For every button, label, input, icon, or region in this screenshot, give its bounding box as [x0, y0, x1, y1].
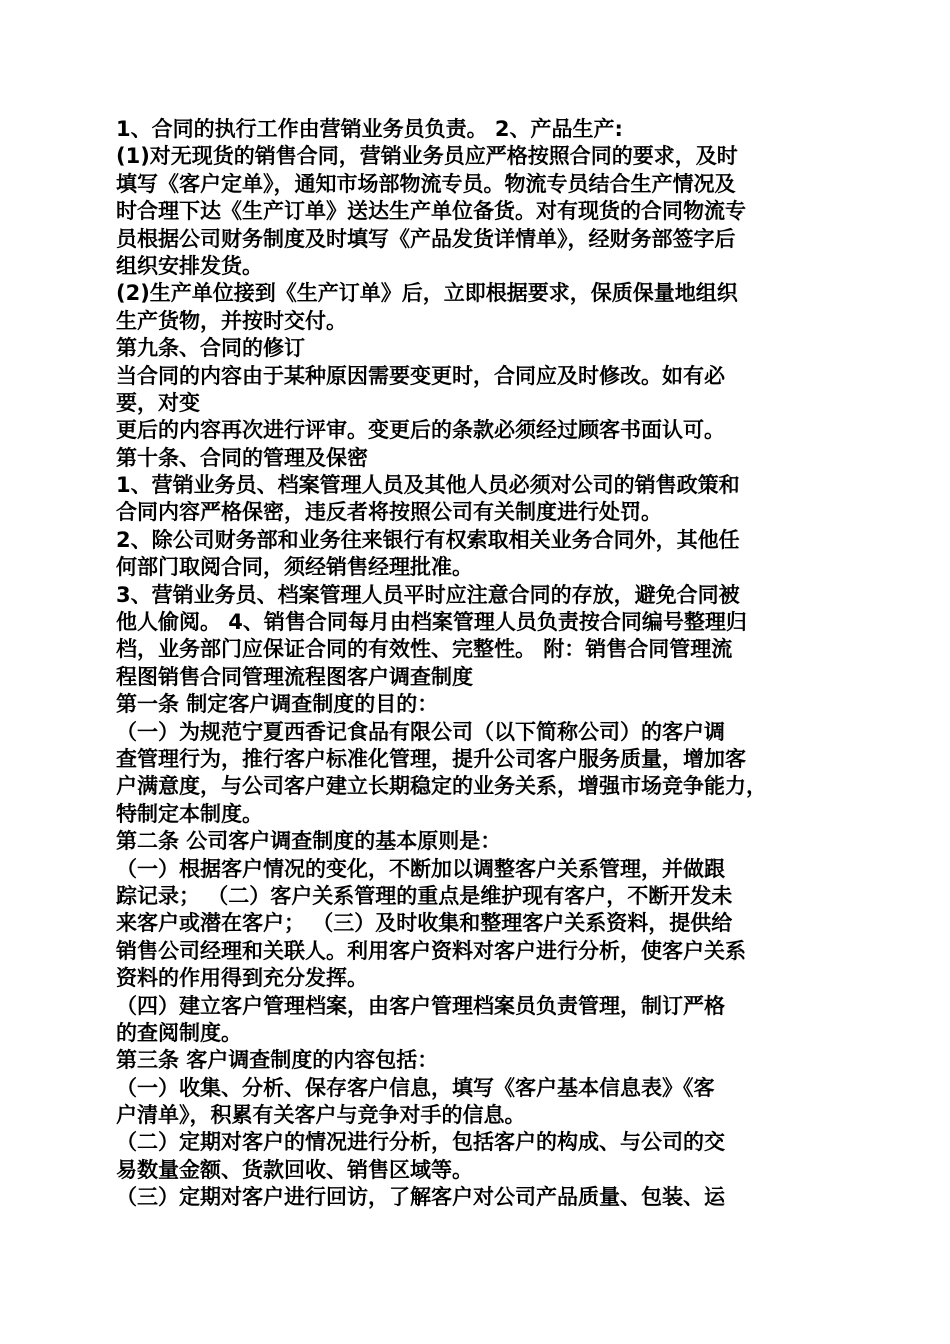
text-line: （二）定期对客户的情况进行分析，包括客户的构成、与公司的交	[116, 1130, 725, 1155]
text-line: 特制定本制度。	[116, 801, 263, 826]
text-line: 2、除公司财务部和业务往来银行有权索取相关业务合同外，其他任	[116, 527, 740, 552]
text-line: 户清单》，积累有关客户与竞争对手的信息。	[116, 1103, 526, 1128]
text-line: (2)生产单位接到《生产订单》后，立即根据要求，保质保量地组织	[116, 281, 738, 306]
text-line: 踪记录； （二）客户关系管理的重点是维护现有客户，不断开发未	[116, 883, 733, 908]
text-line: 时合理下达《生产订单》送达生产单位备货。对有现货的合同物流专	[116, 199, 746, 224]
document-body	[116, 116, 846, 1212]
text-line: 易数量金额、货款回收、销售区域等。	[116, 1157, 473, 1182]
text-line: 查管理行为，推行客户标准化管理，提升公司客户服务质量，增加客	[116, 746, 746, 771]
text-line: 户满意度，与公司客户建立长期稳定的业务关系，增强市场竞争能力，	[116, 774, 767, 799]
text-line: 生产货物，并按时交付。	[116, 308, 347, 333]
text-line: （三）定期对客户进行回访，了解客户对公司产品质量、包装、运	[116, 1185, 725, 1210]
text-line: （四）建立客户管理档案，由客户管理档案员负责管理，制订严格	[116, 993, 725, 1018]
text-line: （一）根据客户情况的变化，不断加以调整客户关系管理，并做跟	[116, 856, 725, 881]
text-line: 他人偷阅。 4、销售合同每月由档案管理人员负责按合同编号整理归	[116, 610, 747, 635]
text-line: 程图销售合同管理流程图客户调查制度	[116, 664, 473, 689]
text-line: 组织安排发货。	[116, 253, 263, 278]
text-line: 当合同的内容由于某种原因需要变更时，合同应及时修改。如有必	[116, 363, 725, 388]
text-line: 填写《客户定单》，通知市场部物流专员。物流专员结合生产情况及	[116, 171, 736, 196]
text-line: 3、营销业务员、档案管理人员平时应注意合同的存放，避免合同被	[116, 582, 740, 607]
text-line: 员根据公司财务制度及时填写《产品发货详情单》，经财务部签字后	[116, 226, 736, 251]
section-heading: 第九条、合同的修订	[116, 336, 305, 361]
text-line: （一）收集、分析、保存客户信息，填写《客户基本信息表》《客	[116, 1075, 715, 1100]
text-line: 何部门取阅合同，须经销售经理批准。	[116, 555, 473, 580]
text-line: 档，业务部门应保证合同的有效性、完整性。 附：销售合同管理流	[116, 637, 733, 662]
text-line: 1、合同的执行工作由营销业务员负责。 2、产品生产:	[116, 117, 623, 141]
section-heading: 第三条 客户调查制度的内容包括：	[116, 1048, 439, 1073]
text-line: 资料的作用得到充分发挥。	[116, 966, 368, 991]
text-line: 要，对变	[116, 390, 200, 415]
text-line: 更后的内容再次进行评审。变更后的条款必须经过顾客书面认可。	[116, 418, 725, 443]
text-line: 的查阅制度。	[116, 1020, 242, 1045]
text-line: 来客户或潜在客户； （三）及时收集和整理客户关系资料，提供给	[116, 911, 733, 936]
text-line: (1)对无现货的销售合同，营销业务员应严格按照合同的要求，及时	[116, 144, 738, 169]
section-heading: 第一条 制定客户调查制度的目的：	[116, 692, 439, 717]
text-line: 1、营销业务员、档案管理人员及其他人员必须对公司的销售政策和	[116, 473, 740, 498]
section-heading: 第二条 公司客户调查制度的基本原则是：	[116, 829, 502, 854]
text-line: （一）为规范宁夏西香记食品有限公司（以下简称公司）的客户调	[116, 719, 725, 744]
section-heading: 第十条、合同的管理及保密	[116, 445, 368, 470]
text-line: 销售公司经理和关联人。利用客户资料对客户进行分析，使客户关系	[116, 938, 746, 963]
text-line: 合同内容严格保密，违反者将按照公司有关制度进行处罚。	[116, 500, 662, 525]
